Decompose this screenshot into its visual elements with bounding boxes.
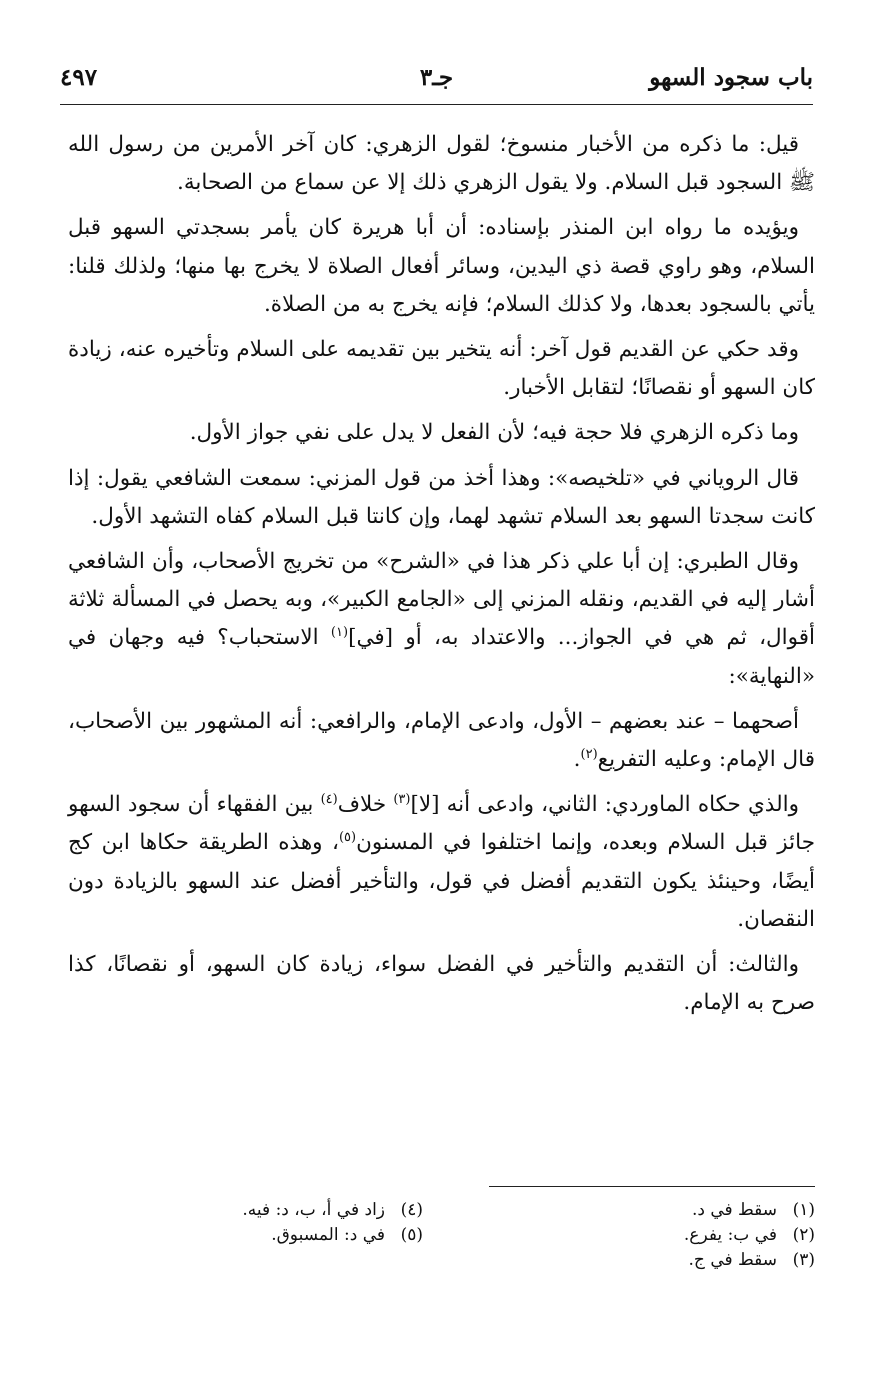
footnote-text: سقط في ج.: [688, 1250, 777, 1270]
paragraph-7: [68, 703, 815, 779]
footnote-ref-4[interactable]: (٤): [320, 792, 338, 808]
footnote-text: زاد في أ، ب، د: فيه.: [242, 1200, 385, 1220]
footnote-1: [684, 1198, 815, 1223]
footnote-number: (٤): [400, 1200, 423, 1220]
footnote-text: في ب: يفرع.: [683, 1225, 777, 1245]
footnote-ref-2[interactable]: (٢): [580, 746, 598, 762]
paragraph-6-part-b: الاستحباب؟ فيه وجهان في «النهاية»:: [68, 625, 815, 689]
footnote-text: سقط في د.: [691, 1200, 777, 1220]
footnote-text: في د: المسبوق.: [271, 1225, 385, 1245]
footnote-3: [684, 1248, 815, 1273]
footnotes-column-left: [242, 1198, 423, 1248]
running-header: [60, 60, 813, 104]
header-divider: [60, 104, 813, 105]
footnote-5: [242, 1223, 423, 1248]
footnote-4: [242, 1198, 423, 1223]
paragraph-8-part-d: ، وهذه الطريقة حكاها ابن كج أيضًا، وحينئذ يكون التقديم أفضل في قول، والتأخير أفضل عند السهو بالزيادة دون النقصان.: [68, 830, 815, 932]
paragraph-6-part-a: وقال الطبري: إن أبا علي ذكر هذا في «الشرح» من تخريج الأصحاب، وأن الشافعي أشار إليه في القديم، ونقله المزني إلى «الجامع الكبير»، وبه يحصل في المسألة ثلاثة أقوال، ثم هي في الجواز... والاعتداد به، أو [في]: [68, 549, 815, 651]
footnote-number: (١): [792, 1200, 815, 1220]
paragraph-7-part-a: أصحهما – عند بعضهم – الأول، وادعى الإمام، والرافعي: أنه المشهور بين الأصحاب، قال الإمام: وعليه التفريع: [68, 708, 815, 773]
footnote-ref-3[interactable]: (٣): [393, 792, 411, 808]
paragraph-7-part-b: .: [573, 747, 581, 773]
paragraph-8-part-c: بين الفقهاء أن سجود السهو جائز قبل السلام وبعده، وإنما اختلفوا في المسنون: [68, 792, 815, 856]
paragraph-4: وما ذكره الزهري فلا حجة فيه؛ لأن الفعل لا يدل على نفي جواز الأول.: [189, 420, 799, 446]
paragraph-5: قال الروياني في «تلخيصه»: وهذا أخذ من قول المزني: سمعت الشافعي يقول: إذا كانت سجدتا السهو بعد السلام تشهد لهما، وإن كانتا قبل السلام كفاه التشهد الأول.: [68, 465, 815, 529]
footnotes-column-right: [684, 1198, 815, 1273]
main-text: [68, 126, 815, 1029]
volume-number: جـ٣: [419, 64, 454, 91]
paragraph-1: قيل: ما ذكره من الأخبار منسوخ؛ لقول الزهري: كان آخر الأمرين من رسول الله ﷺ السجود قبل السلام. ولا يقول الزهري ذلك إلا عن سماع من الصحابة.: [68, 132, 815, 196]
paragraph-8-part-b: خلاف: [337, 792, 394, 818]
page-number: ٤٩٧: [60, 64, 98, 91]
footnote-ref-5[interactable]: (٥): [338, 830, 357, 846]
paragraph-2: ويؤيده ما رواه ابن المنذر بإسناده: أن أبا هريرة كان يأمر بسجدتي السهو قبل السلام، وهو راوي قصة ذي اليدين، وسائر أفعال الصلاة لا يخرج بها منها؛ ولذلك قلنا: يأتي بالسجود بعدها، ولا كذلك السلام؛ فإنه يخرج به من الصلاة.: [68, 215, 815, 317]
paragraph-3: وقد حكي عن القديم قول آخر: أنه يتخير بين تقديمه على السلام وتأخيره عنه، زيادة كان السهو أو نقصانًا؛ لتقابل الأخبار.: [68, 337, 815, 401]
chapter-title: باب سجود السهو: [649, 64, 813, 91]
footnote-number: (٣): [792, 1250, 815, 1270]
paragraph-6: [68, 543, 815, 696]
paragraph-8-part-a: والذي حكاه الماوردي: الثاني، وادعى أنه [لا]: [410, 792, 799, 818]
footnote-2: [684, 1223, 815, 1248]
footnote-number: (٢): [792, 1225, 815, 1245]
footnote-number: (٥): [400, 1225, 423, 1245]
paragraph-9: والثالث: أن التقديم والتأخير في الفضل سواء، زيادة كان السهو، أو نقصانًا، كذا صرح به الإمام.: [68, 952, 815, 1016]
footnote-ref-1[interactable]: (١): [330, 625, 349, 641]
footnote-divider: [489, 1186, 815, 1187]
paragraph-8: [68, 786, 815, 939]
